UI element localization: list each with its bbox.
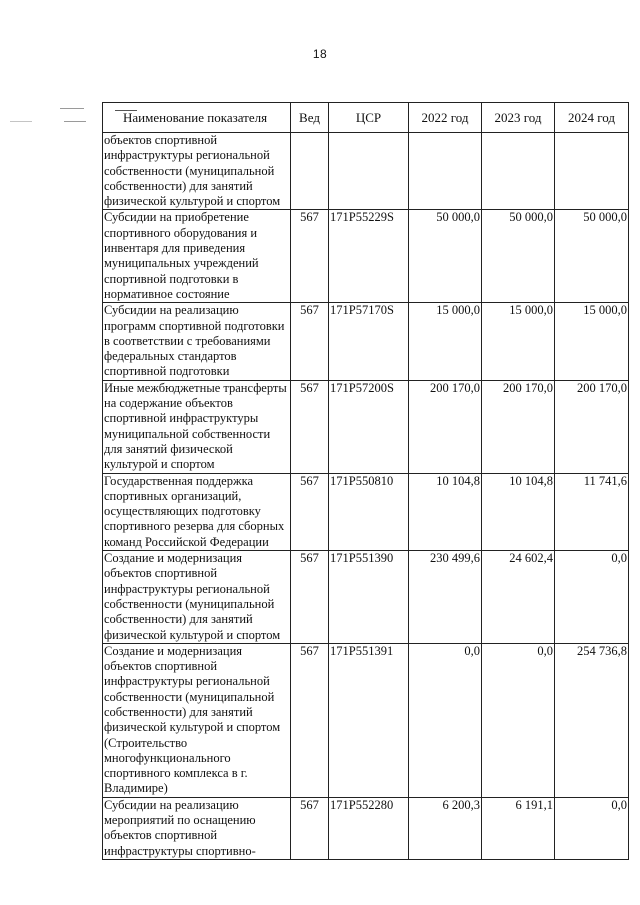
cell-2023: 50 000,0 [482,210,555,303]
cell-2022: 10 104,8 [409,473,482,550]
cell-2023: 15 000,0 [482,303,555,380]
cell-ved: 567 [291,643,329,797]
cell-ved: 567 [291,380,329,473]
cell-name: Субсидии на приобретение спортивного оборудования и инвентаря для приведения муниципальных учреждений спортивной подготовки в нормативное состояние [103,210,291,303]
table-row [103,380,629,473]
header-2023: 2023 год [482,103,555,133]
cell-name: Субсидии на реализацию программ спортивной подготовки в соответствии с требованиями федеральных стандартов спортивной подготовки [103,303,291,380]
cell-name: Создание и модернизация объектов спортивной инфраструктуры региональной собственности (муниципальной собственности) для занятий физической культурой и спортом (Строительство многофункционального спортивного комплекса в г. Владимире) [103,643,291,797]
header-2022: 2022 год [409,103,482,133]
table-row [103,210,629,303]
margin-scan-mark [10,121,32,122]
cell-2023: 6 191,1 [482,797,555,859]
page-number: 18 [312,47,328,61]
cell-csr: 171P55229S [329,210,409,303]
cell-2022: 15 000,0 [409,303,482,380]
cell-csr: 171P552280 [329,797,409,859]
margin-scan-mark [64,121,86,122]
cell-csr: 171P551390 [329,551,409,644]
cell-2023: 200 170,0 [482,380,555,473]
cell-name: Создание и модернизация объектов спортивной инфраструктуры региональной собственности (муниципальной собственности) для занятий физической культурой и спортом [103,551,291,644]
table-header-row [103,103,629,133]
cell-2023: 0,0 [482,643,555,797]
header-csr: ЦСР [329,103,409,133]
table-body [103,133,629,860]
cell-2024: 0,0 [555,797,629,859]
header-2024: 2024 год [555,103,629,133]
cell-2023 [482,133,555,210]
cell-2022: 0,0 [409,643,482,797]
cell-name: Субсидии на реализацию мероприятий по оснащению объектов спортивной инфраструктуры спортивно- [103,797,291,859]
table-row [103,797,629,859]
table-row [103,643,629,797]
cell-csr: 171P551391 [329,643,409,797]
cell-ved: 567 [291,551,329,644]
cell-2024: 15 000,0 [555,303,629,380]
cell-csr: 171P550810 [329,473,409,550]
cell-ved: 567 [291,797,329,859]
cell-2022: 200 170,0 [409,380,482,473]
cell-name: Государственная поддержка спортивных организаций, осуществляющих подготовку спортивного резерва для сборных команд Российской Федерации [103,473,291,550]
cell-ved: 567 [291,210,329,303]
cell-csr: 171P57170S [329,303,409,380]
cell-ved: 567 [291,303,329,380]
cell-2022: 230 499,6 [409,551,482,644]
cell-2022 [409,133,482,210]
cell-2024: 50 000,0 [555,210,629,303]
cell-2023: 24 602,4 [482,551,555,644]
table-row [103,303,629,380]
cell-ved [291,133,329,210]
table-row [103,551,629,644]
header-ved: Вед [291,103,329,133]
cell-csr: 171P57200S [329,380,409,473]
cell-2023: 10 104,8 [482,473,555,550]
table-row [103,133,629,210]
header-name: Наименование показателя [103,103,291,133]
cell-csr [329,133,409,210]
cell-2022: 6 200,3 [409,797,482,859]
cell-ved: 567 [291,473,329,550]
budget-table [102,102,629,860]
cell-name: Иные межбюджетные трансферты на содержание объектов спортивной инфраструктуры муниципальной собственности для занятий физической культурой и спортом [103,380,291,473]
cell-2022: 50 000,0 [409,210,482,303]
table-row [103,473,629,550]
cell-name: объектов спортивной инфраструктуры региональной собственности (муниципальной собственности) для занятий физической культурой и спортом [103,133,291,210]
cell-2024: 200 170,0 [555,380,629,473]
cell-2024 [555,133,629,210]
cell-2024: 0,0 [555,551,629,644]
cell-2024: 254 736,8 [555,643,629,797]
cell-2024: 11 741,6 [555,473,629,550]
margin-scan-mark [60,108,84,109]
